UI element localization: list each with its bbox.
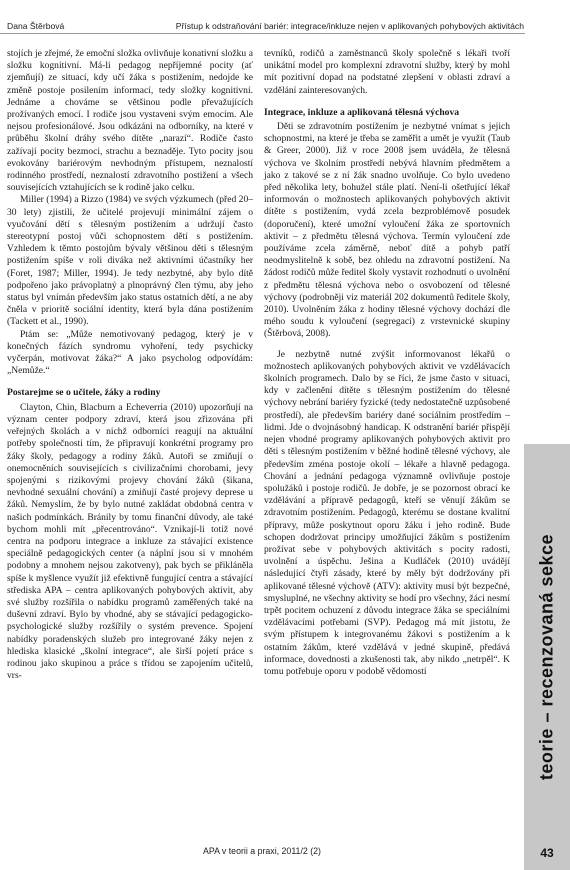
left-paragraph-2: Miller (1994) a Rizzo (1984) ve svých výzkumech (před 20–30 lety) zjistili, že učitelé projevují minimální zájem o vyučování dětí s tělesným postižením a udržují často stereotypní postoj vůči schopnostem dětí s postižením. Vzhledem k těmto postojům bývaly většinou děti s tělesným postižením spíše v roli diváka než aktivními účastníky her (Foret, 1987; Miller, 1994). Je tedy nezbytné, aby bylo dítě podpořeno jako právoplatný a plnoprávný člen týmu, aby jeho status byl vnímán především jako status ostatních dětí, a ne aby čněla v prioritě sociální identity, která byla dána postižením (Tackett et al., 1990). xyxy=(7,194,253,328)
section-heading-integrace: Integrace, inkluze a aplikovaná tělesná výchova xyxy=(264,106,460,118)
section-heading-postarejme: Postarejme se o učitele, žáky a rodiny xyxy=(7,387,161,399)
section-side-tab xyxy=(524,444,570,870)
header-running-title: Přístup k odstraňování bariér: integrace/inkluze nejen v aplikovaných pohybových aktivitách xyxy=(175,21,524,31)
header-rule xyxy=(0,33,525,34)
left-paragraph-3: Ptám se: „Může nemotivovaný pedagog, který je v konečných fázích syndromu vyhoření, tedy psychicky vyčerpán, motivovat žáka?“ A jako psycholog odpovídám: „Nemůže.“ xyxy=(7,328,253,377)
left-column xyxy=(7,48,253,682)
page-footer: APA v teorii a praxi, 2011/2 (2) xyxy=(202,846,321,856)
page-header xyxy=(0,0,570,34)
right-paragraph-2: Děti se zdravotním postižením je nezbytné vnímat s jejich schopnostmi, na které je třeba se zaměřit a umět je využít (Taub & Greer, 2000). Již v roce 2008 jsem uváděla, že tělesná výchova ve školním prostředí nebývá hlavním předmětem a jako z takové se z ní žák snadno uvolňuje. Co bylo uvedeno před několika lety, bohužel stále platí. Není-li ošetřující lékař informován o možnostech aplikovaných pohybových aktivit dítěte s postižením, vydá zcela bezproblémově posudek (doporučení), které umožní vyloučení žáka ze sportovních aktivit – z předmětu tělesná výchova. Termín vyloučení zde používáme zcela záměrně, neboť dítě a pohyb patří neodmyslitelně k sobě, bez ohledu na zdravotní postižení. Na žádost rodičů může ředitel školy vystavit rozhodnutí o uvolnění z předmětu tělesná výchova nebo o osvobození od tělesné výchovy (podrobněji viz materiál 202 dokumentů ředitele školy, 2010). Uvolněním žáka z hodiny tělesné výchovy dochází dle mého soudu k vyloučení (segregaci) z vrstevnické skupiny (Štěrbová, 2008). xyxy=(264,121,510,340)
right-column xyxy=(264,48,510,678)
left-paragraph-4: Clayton, Chin, Blacburn a Echeverria (2010) upozorňují na význam center podpory zdraví, která jsou zřizována při veřejných školách a v nichž odborníci reagují na aktuální potřeby společnosti tím, že připravují konkrétní programy pro žáky školy, pedagogy a rodiny žáků. Autoři se zmiňují o onemocněních souvisejících s civilizačními chorobami, jevy spojenými s rizikovými projevy chování žáků (šikana, nevhodné sexuální chování) a zmiňují časté projevy deprese u žáků. Nemyslím, že by bylo nutné zakládat obdobná centra v našich podmínkách. Bránily by tomu finanční důvody, ale také bychom mohli mít „přecentrováno“. Vznikají-li totiž nové centra na podporu integrace a inkluze za stávající existence speciálně pedagogických center (a náplní jsou si v mnohém podobny a mnohem nejsou zakotveny), pak bych se přikláněla spíše k myšlence využít již efektivně fungující centra a stávající střediska APA – centra aplikovaných pohybových aktivit, aby své služby rozšířila o nabídku programů zaměřených také na duševní zdraví. Bylo by vhodné, aby se stávající pedagogicko-psychologické služby rozšířily o systém prevence. Spojení nabídky poradenských služeb pro integrované žáky nejen z hlediska klasické „školní integrace“, ale širší pojetí práce s rodinou jako skupinou a práce s třídou se zapojením učitelů, vrs- xyxy=(7,401,253,682)
left-paragraph-1: stojích je zřejmé, že emoční složka ovlivňuje konativní složku a složku kognitivní. Má-li pedagog nepříjemné pocity (ať zjemňují) ze situací, kdy učí žáka s postižením, nedojde ke změně postoje posilením informací, tedy složky kognitivní. Jednáme a chováme se většinou podle převažujících prožívaných emocí. I rodiče jsou vystaveni svým emocím. Ale nejsou profesionálové. Jsou odkázáni na odborníky, na které v průběhu školní dráhy svého dítěte „narazí“. Rodiče často zažívají pocity bezmoci, strachu a beznaděje. Tyto pocity jsou evokovány bariérovým nevhodným přístupem, neznalostí rodinného prostředí, neznalostí zdravotního postižení a všech souvisejících vztahujících se k rodině jako celku. xyxy=(7,48,253,194)
section-tab-label: teorie – recenzovaná sekce xyxy=(536,533,557,781)
right-paragraph-1: tevníků, rodičů a zaměstnanců školy společně s lékaři tvoří unikátní model pro komplexní zdravotní služby, který by mohl mít pozitivní dopad na podstatné zlepšení v oblasti zdraví a vzdělání zainteresovaných. xyxy=(264,48,510,96)
page-number: 43 xyxy=(540,846,554,860)
right-paragraph-3: Je nezbytně nutné zvýšit informovanost lékařů o možnostech aplikovaných pohybových aktivit ve vzdělávacích školních programech. Dalo by se říci, že jsme často v situaci, kdy v začlenění dítěte s tělesným postižením do tělesné výchovy nebrání bariéry fyzické (tedy nedostatečně uzpůsobené prostředí), ale především bariéry dané sociálním prostředím – lidmi. Jde o dvojnásobný handicap. K odstranění bariér přispějí nejen vhodné programy aplikovaných pohybových aktivit pro děti s tělesným postižením v běžné hodině tělesné výchovy, ale především zména postoje okolí – lékaře a hlavně pedagoga. Chování a jednání pedagoga významně ovlivňuje postoje spolužáků i postoje rodičů. Je dobře, je se pozornost obrací ke vzdělávání a přípravě pedagogů, kteří se věnují žákům se zdravotním postižením. Pedagogů, kterému se dostane kvalitní přípravy, může poskytnout oporu žáku i jeho rodině. Bude schopen dodržovat principy umožňující žákům s postižením prožívat sebe v pohybových aktivitách s pocity radosti, uvolnění a úspěchu. Ješina a Kudláček (2010) uvádějí následující čtyři zásady, které by měly být dodržovány při aplikované tělesné výchově (ATV): aktivity musí být bezpečné, smysluplné, ne všechny aktivity se hodí pro všechny, žáci nesmí trpět pocitem ochuzení z důvodu integrace žáka se speciálními vzdělávacími potřebami (SVP). Pedagog má mít jistotu, že svým přístupem k integrovanému žákovi s postižením a k ostatním žákům, které vzdělává v jedné skupině, předává informace, dovednosti a zkušenosti tak, aby nikdo „netrpěl“. K tomu potřebuje oporu v podobě vědomostí xyxy=(264,348,510,677)
header-author: Dana Štěrbová xyxy=(7,21,65,31)
